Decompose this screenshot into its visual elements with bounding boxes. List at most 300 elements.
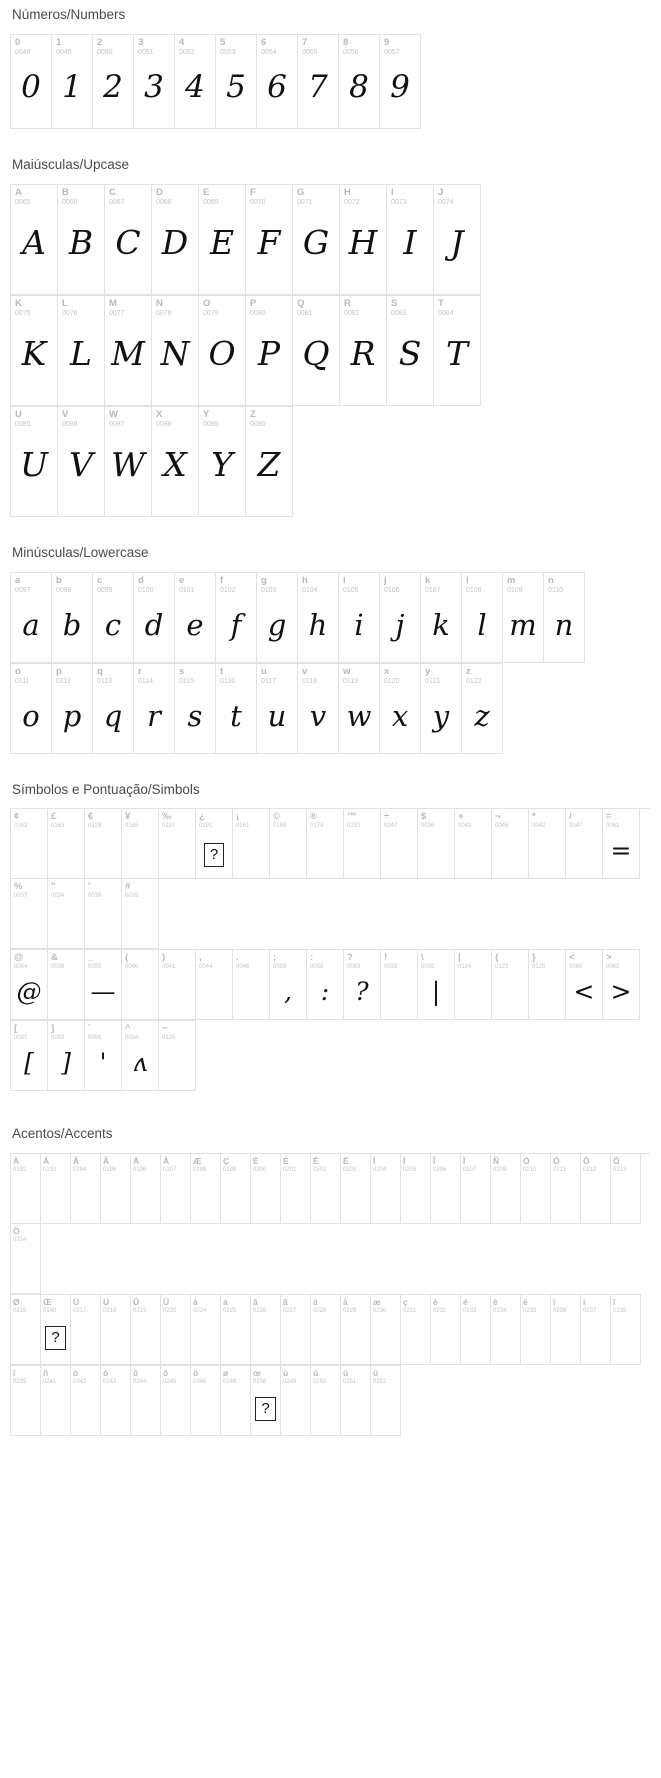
glyph-codepoint-label: 0200 [253, 1167, 267, 1174]
glyph-char-label: % [14, 881, 23, 893]
glyph-cell[interactable] [48, 1021, 85, 1091]
glyph-codepoint-label: 0234 [493, 1308, 507, 1315]
glyph-cell[interactable] [551, 1295, 581, 1365]
glyph-cell[interactable] [401, 1295, 431, 1365]
glyph-char-label: & [51, 952, 58, 964]
glyph-cell[interactable] [387, 296, 434, 406]
glyph-cell[interactable] [581, 1295, 611, 1365]
glyph-cell[interactable] [175, 573, 216, 663]
glyph-cell[interactable] [58, 407, 105, 517]
glyph-section [0, 1127, 661, 1465]
glyph-cell[interactable] [491, 1154, 521, 1224]
glyph-cell[interactable] [462, 664, 503, 754]
glyph-codepoint-label: 0093 [51, 1035, 65, 1042]
glyph-codepoint-label: 0073 [391, 198, 407, 206]
glyph-section [0, 783, 661, 1128]
glyph-cell-labels [11, 664, 51, 685]
glyph-cell[interactable] [105, 407, 152, 517]
glyph-cell[interactable] [93, 664, 134, 754]
glyph-preview: o [22, 698, 40, 733]
glyph-cell[interactable] [175, 35, 216, 129]
section-spacer [0, 129, 661, 158]
glyph-char-label: È [253, 1156, 259, 1167]
glyph-codepoint-label: 0056 [343, 48, 359, 56]
glyph-cell[interactable] [191, 1154, 221, 1224]
glyph-codepoint-label: 0089 [203, 420, 219, 428]
glyph-cell-labels [421, 664, 461, 685]
glyph-codepoint-label: 0099 [97, 586, 113, 594]
glyph-codepoint-label: 0071 [297, 198, 313, 206]
glyph-preview: : [320, 977, 330, 1007]
glyph-cell-labels [611, 1295, 640, 1314]
glyph-cell[interactable] [339, 35, 380, 129]
glyph-char-label: ™ [347, 811, 357, 823]
glyph-cell[interactable] [11, 1154, 41, 1224]
glyph-cell-labels [461, 1154, 490, 1173]
glyph-char-label: H [344, 186, 351, 198]
glyph-cell[interactable] [311, 1154, 341, 1224]
glyph-map-page [0, 8, 661, 1485]
glyph-cell[interactable] [11, 407, 58, 517]
glyph-cell[interactable] [122, 1021, 159, 1091]
glyph-cell[interactable] [152, 296, 199, 406]
glyph-cell[interactable] [311, 1295, 341, 1365]
glyph-codepoint-label: 0052 [179, 48, 195, 56]
glyph-cell-labels [421, 573, 461, 594]
glyph-preview: v [309, 698, 327, 733]
glyph-char-label: ÷ [384, 811, 390, 823]
glyph-char-label: Õ [613, 1156, 620, 1167]
glyph-char-label: ^ [125, 1023, 131, 1035]
glyph-cell[interactable] [196, 809, 233, 879]
glyph-codepoint-label: 0233 [463, 1308, 477, 1315]
glyph-cell[interactable] [105, 296, 152, 406]
glyph-codepoint-label: 0220 [163, 1308, 177, 1315]
glyph-char-label: n [548, 574, 554, 586]
glyph-cell[interactable] [344, 809, 381, 879]
glyph-cell[interactable] [101, 1295, 131, 1365]
glyph-cell[interactable] [566, 950, 603, 1020]
glyph-char-label: * [532, 811, 536, 823]
glyph-codepoint-label: 0206 [433, 1167, 447, 1174]
glyph-cell[interactable] [492, 809, 529, 879]
glyph-cell-labels [11, 185, 57, 206]
glyph-cell[interactable] [11, 35, 52, 129]
glyph-preview: q [103, 698, 123, 733]
glyph-cell-labels [418, 950, 454, 970]
glyph-cell[interactable] [134, 664, 175, 754]
glyph-cell[interactable] [344, 950, 381, 1020]
glyph-cell[interactable] [48, 879, 85, 949]
glyph-cell[interactable] [293, 296, 340, 406]
glyph-cell[interactable] [380, 664, 421, 754]
glyph-codepoint-label: 0033 [384, 964, 398, 971]
glyph-cell-labels [101, 1295, 130, 1314]
glyph-codepoint-label: 0128 [88, 823, 102, 830]
glyph-cell[interactable] [455, 950, 492, 1020]
glyph-codepoint-label: 0126 [162, 1035, 176, 1042]
glyph-cell[interactable] [521, 1295, 551, 1365]
glyph-cell[interactable] [191, 1366, 221, 1436]
glyph-char-label: t [220, 665, 224, 677]
glyph-codepoint-label: 0086 [62, 420, 78, 428]
glyph-preview: , [284, 977, 292, 1007]
glyph-cell[interactable] [270, 809, 307, 879]
glyph-cell-labels [401, 1295, 430, 1314]
glyph-preview: O [208, 333, 236, 373]
glyph-cell-labels [191, 1154, 220, 1173]
glyph-cell[interactable] [529, 809, 566, 879]
glyph-cell[interactable] [421, 664, 462, 754]
glyph-cell[interactable] [85, 879, 122, 949]
glyph-cell[interactable] [434, 296, 481, 406]
glyph-cell[interactable] [461, 1154, 491, 1224]
glyph-cell[interactable] [307, 809, 344, 879]
glyph-preview: 4 [185, 68, 205, 105]
glyph-cell[interactable] [71, 1366, 101, 1436]
glyph-cell[interactable] [551, 1154, 581, 1224]
glyph-cell[interactable] [381, 809, 418, 879]
glyph-cell[interactable] [58, 185, 105, 295]
glyph-cell[interactable] [161, 1295, 191, 1365]
glyph-cell[interactable] [401, 1154, 431, 1224]
glyph-cell[interactable] [122, 809, 159, 879]
glyph-cell[interactable] [52, 573, 93, 663]
glyph-char-label: g [261, 574, 267, 586]
glyph-cell[interactable] [93, 573, 134, 663]
glyph-preview: a [22, 607, 40, 642]
glyph-codepoint-label: 0111 [15, 677, 30, 685]
glyph-cell[interactable] [307, 950, 344, 1020]
glyph-cell[interactable] [461, 1295, 491, 1365]
glyph-preview: m [509, 607, 537, 642]
glyph-cell-labels [131, 1154, 160, 1173]
glyph-cell[interactable] [11, 1295, 41, 1365]
glyph-cell[interactable] [503, 573, 544, 663]
glyph-cell[interactable] [257, 664, 298, 754]
glyph-cell[interactable] [199, 296, 246, 406]
glyph-preview: s [187, 698, 203, 733]
glyph-cell[interactable] [418, 809, 455, 879]
glyph-char-label: s [179, 665, 185, 677]
glyph-cell-labels [216, 35, 256, 56]
glyph-char-label: f [220, 574, 224, 586]
glyph-cell[interactable] [105, 185, 152, 295]
glyph-cell[interactable] [159, 809, 196, 879]
glyph-cell-labels [122, 809, 158, 829]
glyph-cell[interactable] [387, 185, 434, 295]
glyph-char-label: Ë [343, 1156, 349, 1167]
glyph-preview: h [308, 607, 328, 642]
glyph-row [10, 295, 481, 406]
glyph-cell[interactable] [85, 950, 122, 1020]
glyph-cell[interactable] [11, 809, 48, 879]
glyph-cell[interactable] [41, 1154, 71, 1224]
glyph-cell[interactable] [340, 296, 387, 406]
glyph-cell[interactable] [298, 35, 339, 129]
glyph-preview: 7 [308, 68, 328, 105]
glyph-cell[interactable] [159, 950, 196, 1020]
glyph-cell-labels [434, 185, 480, 206]
glyph-char-label: S [391, 297, 398, 309]
glyph-cell[interactable] [131, 1366, 161, 1436]
glyph-cell[interactable] [246, 407, 293, 517]
glyph-cell[interactable] [221, 1154, 251, 1224]
glyph-cell[interactable] [603, 809, 640, 879]
glyph-char-label: o [15, 665, 21, 677]
glyph-cell-labels [551, 1295, 580, 1314]
glyph-cell[interactable] [152, 185, 199, 295]
glyph-cell[interactable] [246, 296, 293, 406]
glyph-cell[interactable] [341, 1154, 371, 1224]
glyph-cell[interactable] [85, 809, 122, 879]
glyph-cell[interactable] [341, 1366, 371, 1436]
glyph-cell[interactable] [11, 185, 58, 295]
glyph-cell[interactable] [270, 950, 307, 1020]
glyph-cell[interactable] [11, 879, 48, 949]
glyph-cell[interactable] [216, 573, 257, 663]
glyph-cell[interactable] [298, 573, 339, 663]
glyph-codepoint-label: 0070 [250, 198, 266, 206]
glyph-char-label: j [384, 574, 387, 586]
glyph-char-label: U [15, 408, 22, 420]
glyph-codepoint-label: 0050 [97, 48, 113, 56]
glyph-codepoint-label: 0204 [373, 1167, 387, 1174]
glyph-cell-labels [85, 950, 121, 970]
glyph-cell[interactable] [93, 35, 134, 129]
glyph-char-label: d [138, 574, 144, 586]
glyph-cell[interactable] [431, 1154, 461, 1224]
glyph-cell[interactable] [421, 573, 462, 663]
glyph-cell-labels [339, 664, 379, 685]
missing-glyph-marker: ? [255, 1397, 275, 1421]
glyph-preview: = [610, 836, 632, 866]
glyph-char-label: [ [14, 1023, 18, 1035]
glyph-cell[interactable] [221, 1366, 251, 1436]
glyph-char-label: ú [313, 1368, 319, 1379]
glyph-char-label: V [62, 408, 69, 420]
glyph-cell[interactable] [58, 296, 105, 406]
glyph-codepoint-label: 0115 [179, 677, 195, 685]
glyph-codepoint-label: 0226 [253, 1308, 267, 1315]
glyph-cell[interactable] [611, 1154, 641, 1224]
glyph-cell[interactable] [71, 1154, 101, 1224]
glyph-cell[interactable] [257, 573, 298, 663]
glyph-cell[interactable] [199, 407, 246, 517]
glyph-cell[interactable] [11, 1021, 48, 1091]
glyph-cell[interactable] [521, 1154, 551, 1224]
glyph-cell[interactable] [216, 664, 257, 754]
glyph-cell[interactable] [603, 950, 640, 1020]
glyph-cell[interactable] [122, 879, 159, 949]
glyph-codepoint-label: 0162 [14, 823, 28, 830]
glyph-cell[interactable] [251, 1366, 281, 1436]
glyph-preview: | [431, 977, 441, 1007]
glyph-char-label: ì [553, 1297, 556, 1308]
glyph-char-label: ç [403, 1297, 408, 1308]
glyph-char-label: ù [283, 1368, 289, 1379]
glyph-codepoint-label: 0117 [261, 677, 277, 685]
glyph-cell[interactable] [371, 1366, 401, 1436]
glyph-cell[interactable] [161, 1154, 191, 1224]
glyph-preview: k [432, 607, 450, 642]
glyph-cell[interactable] [52, 35, 93, 129]
glyph-codepoint-label: 0036 [421, 823, 435, 830]
glyph-cell[interactable] [298, 664, 339, 754]
glyph-cell[interactable] [341, 1295, 371, 1365]
glyph-cell[interactable] [159, 1021, 196, 1091]
glyph-cell[interactable] [340, 185, 387, 295]
glyph-codepoint-label: 0212 [583, 1167, 597, 1174]
glyph-codepoint-label: 0109 [507, 586, 523, 594]
glyph-cell[interactable] [11, 296, 58, 406]
glyph-cell[interactable] [371, 1295, 401, 1365]
glyph-cell[interactable] [311, 1366, 341, 1436]
glyph-cell[interactable] [434, 185, 481, 295]
glyph-codepoint-label: 0247 [384, 823, 398, 830]
glyph-cell-labels [503, 573, 543, 594]
glyph-char-label: x [384, 665, 390, 677]
glyph-cell[interactable] [221, 1295, 251, 1365]
glyph-cell-labels [401, 1154, 430, 1173]
section-title: Maiúsculas/Upcase [12, 156, 130, 172]
glyph-cell[interactable] [529, 950, 566, 1020]
glyph-cell[interactable] [544, 573, 585, 663]
glyph-cell[interactable] [611, 1295, 641, 1365]
glyph-preview: H [348, 222, 378, 262]
glyph-codepoint-label: 0047 [569, 823, 583, 830]
glyph-char-label: î [613, 1297, 616, 1308]
glyph-cell[interactable] [380, 573, 421, 663]
glyph-cell[interactable] [71, 1295, 101, 1365]
glyph-preview: 2 [103, 68, 123, 105]
glyph-preview: E [209, 222, 235, 262]
glyph-cell[interactable] [11, 1224, 41, 1294]
glyph-cell[interactable] [48, 950, 85, 1020]
glyph-char-label: ¥ [125, 811, 131, 823]
glyph-char-label: ê [493, 1297, 498, 1308]
glyph-cell[interactable] [191, 1295, 221, 1365]
glyph-cell[interactable] [52, 664, 93, 754]
glyph-preview: N [160, 333, 190, 373]
glyph-char-label: ô [133, 1368, 139, 1379]
glyph-cell[interactable] [134, 573, 175, 663]
glyph-codepoint-label: 0080 [250, 309, 266, 317]
glyph-cell[interactable] [418, 950, 455, 1020]
glyph-cell[interactable] [381, 950, 418, 1020]
glyph-codepoint-label: 0211 [553, 1167, 566, 1174]
glyph-cell[interactable] [11, 950, 48, 1020]
glyph-cell[interactable] [257, 35, 298, 129]
glyph-cell[interactable] [101, 1366, 131, 1436]
glyph-codepoint-label: 0235 [523, 1308, 537, 1315]
glyph-preview: P [257, 333, 281, 373]
glyph-codepoint-label: 0101 [179, 586, 195, 594]
glyph-cell[interactable] [11, 573, 52, 663]
glyph-cell[interactable] [492, 950, 529, 1020]
glyph-cell[interactable] [339, 573, 380, 663]
glyph-cell[interactable] [462, 573, 503, 663]
glyph-preview: W [111, 444, 145, 484]
glyph-cell[interactable] [581, 1154, 611, 1224]
glyph-char-label: © [273, 811, 280, 823]
glyph-char-label: Í [403, 1156, 406, 1167]
glyph-cell[interactable] [216, 35, 257, 129]
glyph-cell[interactable] [371, 1154, 401, 1224]
glyph-cell[interactable] [11, 664, 52, 754]
glyph-preview: > [610, 977, 632, 1007]
glyph-cell[interactable] [566, 809, 603, 879]
glyph-preview: d [144, 607, 164, 642]
glyph-cell[interactable] [11, 1366, 41, 1436]
glyph-cell[interactable] [41, 1295, 71, 1365]
glyph-cell[interactable] [246, 185, 293, 295]
glyph-cell[interactable] [281, 1295, 311, 1365]
glyph-cell[interactable] [196, 950, 233, 1020]
glyph-cell[interactable] [431, 1295, 461, 1365]
glyph-codepoint-label: 0118 [302, 677, 318, 685]
glyph-cell[interactable] [293, 185, 340, 295]
glyph-row [10, 184, 481, 295]
glyph-cell[interactable] [134, 35, 175, 129]
glyph-cell[interactable] [85, 1021, 122, 1091]
glyph-cell-labels [85, 1021, 121, 1041]
glyph-cell[interactable] [101, 1154, 131, 1224]
glyph-cell-labels [251, 1154, 280, 1173]
glyph-cell[interactable] [175, 664, 216, 754]
glyph-preview: 6 [267, 68, 287, 105]
glyph-cell[interactable] [233, 950, 270, 1020]
glyph-cell-labels [93, 35, 133, 56]
glyph-cell-labels [491, 1295, 520, 1314]
glyph-codepoint-label: 0219 [133, 1308, 147, 1315]
glyph-preview: b [62, 607, 82, 642]
glyph-cell[interactable] [41, 1366, 71, 1436]
glyph-cell-labels [11, 1366, 40, 1385]
glyph-cell[interactable] [152, 407, 199, 517]
glyph-char-label: k [425, 574, 431, 586]
glyph-cell[interactable] [455, 809, 492, 879]
glyph-cell-labels [257, 573, 297, 594]
glyph-cell[interactable] [281, 1366, 311, 1436]
glyph-cell[interactable] [131, 1154, 161, 1224]
glyph-cell[interactable] [131, 1295, 161, 1365]
glyph-cell-labels [11, 950, 47, 970]
glyph-cell-labels [566, 809, 602, 829]
glyph-char-label: À [13, 1156, 20, 1167]
glyph-cell[interactable] [281, 1154, 311, 1224]
glyph-cell[interactable] [161, 1366, 191, 1436]
glyph-preview: x [391, 698, 409, 733]
glyph-char-label: ñ [43, 1368, 49, 1379]
glyph-codepoint-label: 0063 [347, 964, 361, 971]
glyph-cell[interactable] [251, 1154, 281, 1224]
glyph-char-label: O [203, 297, 211, 309]
glyph-cell-labels [455, 809, 491, 829]
glyph-codepoint-label: 0140 [43, 1308, 57, 1315]
glyph-cell-labels [85, 809, 121, 829]
glyph-preview: y [432, 698, 450, 733]
glyph-cell[interactable] [339, 664, 380, 754]
glyph-cell[interactable] [491, 1295, 521, 1365]
glyph-char-label: c [97, 574, 103, 586]
glyph-cell[interactable] [48, 809, 85, 879]
glyph-cell[interactable] [199, 185, 246, 295]
glyph-cell[interactable] [251, 1295, 281, 1365]
glyph-cell[interactable] [380, 35, 421, 129]
glyph-cell[interactable] [233, 809, 270, 879]
glyph-cell[interactable] [122, 950, 159, 1020]
